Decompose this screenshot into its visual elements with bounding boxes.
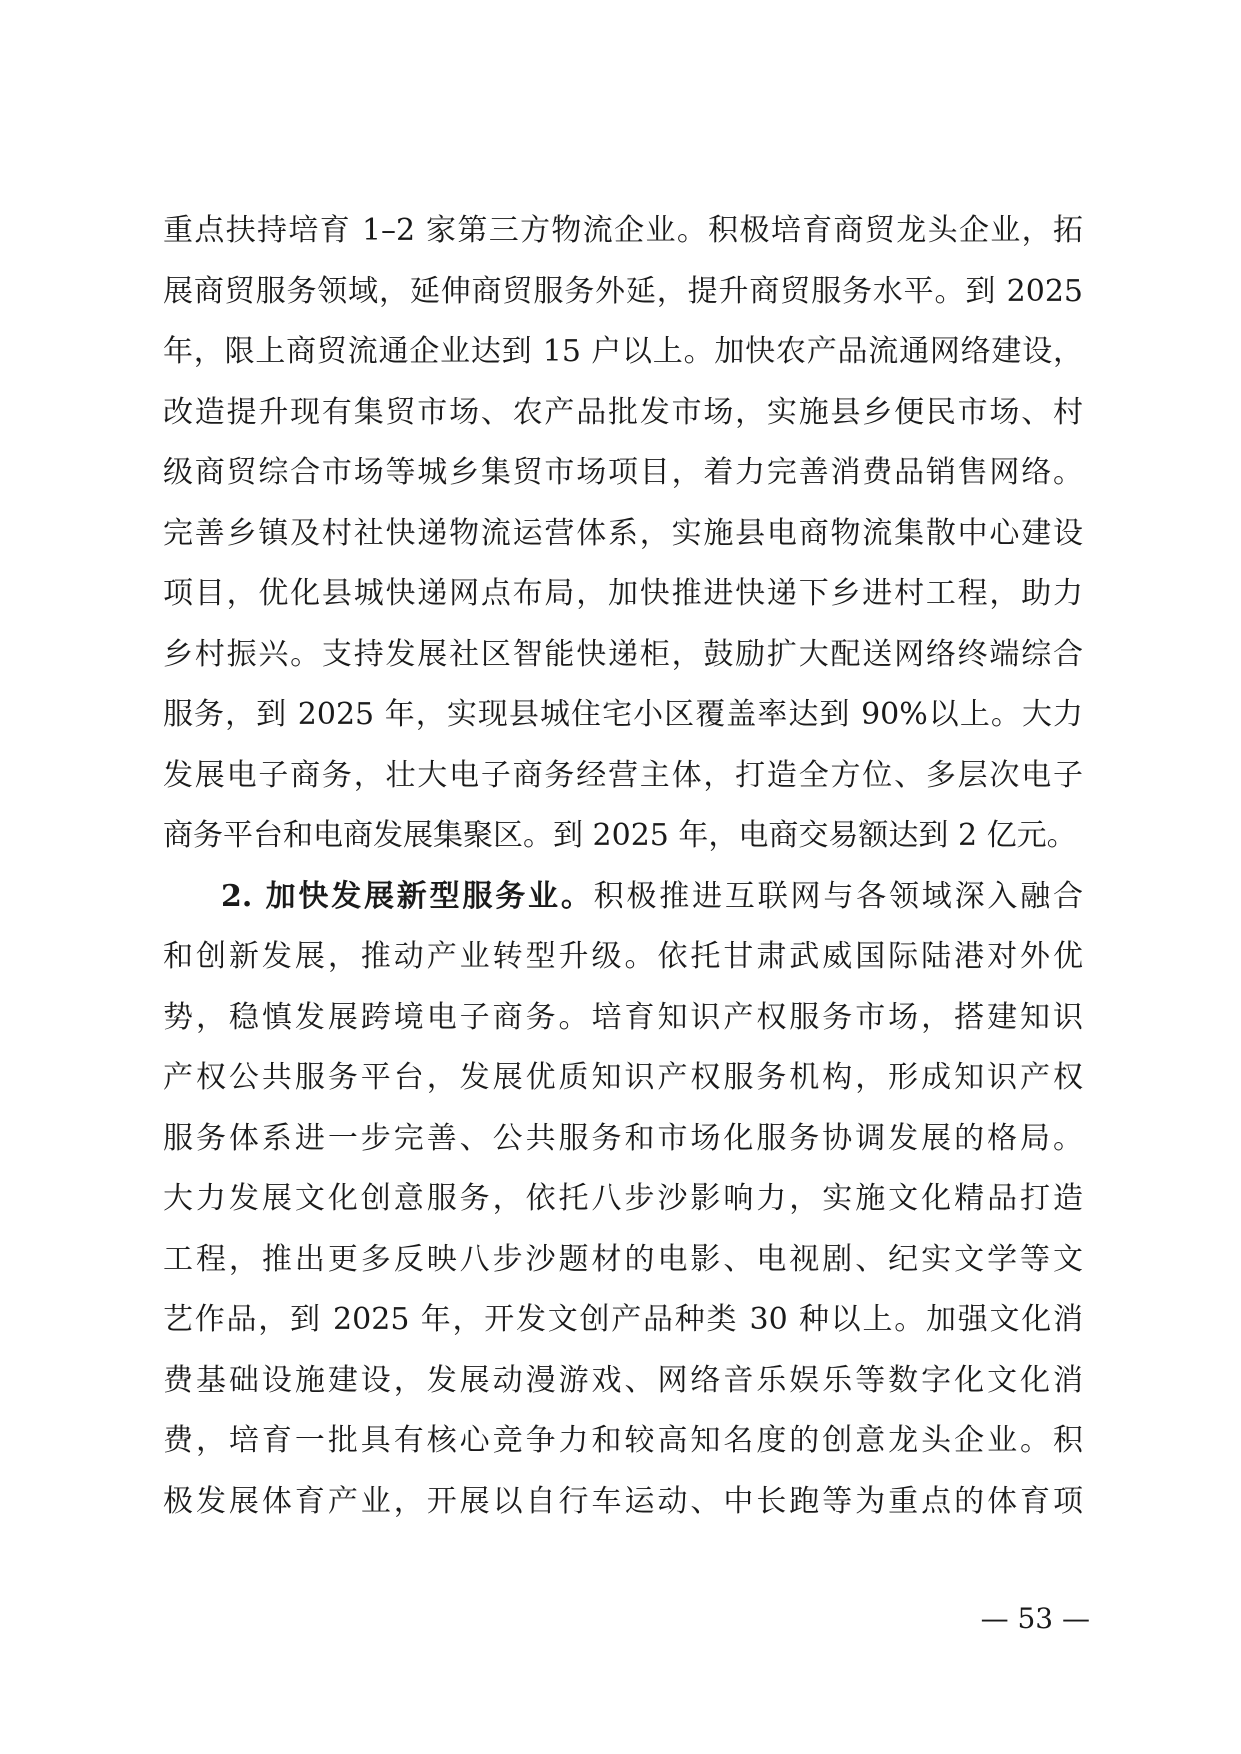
section-heading: 2. 加快发展新型服务业。 <box>221 878 594 914</box>
text-line: 极发展体育产业，开展以自行车运动、中长跑等为重点的体育项 <box>163 1483 1083 1519</box>
page-number: — 53 — <box>980 1602 1090 1635</box>
text-line: 工程，推出更多反映八步沙题材的电影、电视剧、纪实文学等文 <box>163 1241 1083 1277</box>
text-line: 改造提升现有集贸市场、农产品批发市场，实施县乡便民市场、村 <box>163 394 1083 430</box>
text-line: 乡村振兴。支持发展社区智能快递柜，鼓励扩大配送网络终端综合 <box>163 636 1083 672</box>
text-line: 展商贸服务领域，延伸商贸服务外延，提升商贸服务水平。到 2025 <box>163 273 1083 309</box>
text-line: 级商贸综合市场等城乡集贸市场项目，着力完善消费品销售网络。 <box>163 455 1083 490</box>
text-line: 项目，优化县城快递网点布局，加快推进快递下乡进村工程，助力 <box>163 576 1083 611</box>
text-line: 势，稳慎发展跨境电子商务。培育知识产权服务市场，搭建知识 <box>163 999 1083 1035</box>
text-line: 年，限上商贸流通企业达到 15 户以上。加快农产品流通网络建设， <box>163 334 1083 369</box>
text-line: 产权公共服务平台，发展优质知识产权服务机构，形成知识产权 <box>163 1060 1083 1095</box>
body-text <box>163 201 1083 1532</box>
text-line: 费基础设施建设，发展动漫游戏、网络音乐娱乐等数字化文化消 <box>163 1362 1083 1398</box>
paragraph-logistics-commerce <box>163 201 1083 867</box>
text-line: 服务体系进一步完善、公共服务和市场化服务协调发展的格局。 <box>163 1120 1083 1156</box>
text-line: 大力发展文化创意服务，依托八步沙影响力，实施文化精品打造 <box>163 1181 1083 1216</box>
text-line <box>163 867 1083 928</box>
text-line: 完善乡镇及村社快递物流运营体系，实施县电商物流集散中心建设 <box>163 515 1083 551</box>
text-line: 重点扶持培育 1–2 家第三方物流企业。积极培育商贸龙头企业，拓 <box>163 213 1083 248</box>
text-line: 商务平台和电商发展集聚区。到 2025 年，电商交易额达到 2 亿元。 <box>163 818 1077 853</box>
text-line: 费，培育一批具有核心竞争力和较高知名度的创意龙头企业。积 <box>163 1423 1083 1458</box>
paragraph-new-services <box>163 867 1083 1533</box>
text-run: 积极推进互联网与各领域深入融合 <box>593 878 1084 914</box>
text-line: 服务，到 2025 年，实现县城住宅小区覆盖率达到 90%以上。大力 <box>163 697 1083 732</box>
text-line: 和创新发展，推动产业转型升级。依托甘肃武威国际陆港对外优 <box>163 939 1083 974</box>
text-line: 艺作品，到 2025 年，开发文创产品种类 30 种以上。加强文化消 <box>163 1302 1083 1337</box>
text-line: 发展电子商务，壮大电子商务经营主体，打造全方位、多层次电子 <box>163 757 1083 793</box>
